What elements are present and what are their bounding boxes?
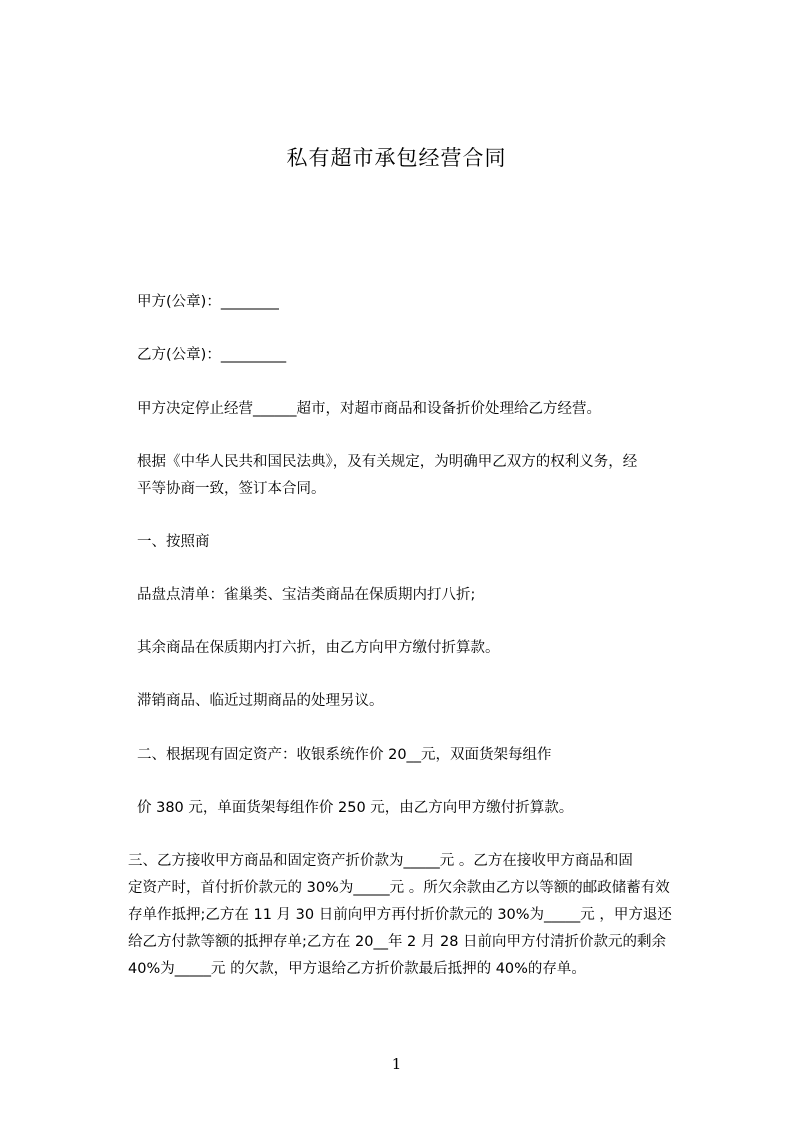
section2-line-2: 价 380 元，单面货架每组作价 250 元，由乙方向甲方缴付折算款。 — [137, 800, 574, 816]
party-a-line: 甲方(公章)：________ — [137, 294, 279, 310]
section1-heading: 一、按照商 — [137, 534, 210, 550]
section1-line-3: 滞销商品、临近过期商品的处理另议。 — [137, 693, 384, 709]
page-number: 1 — [391, 1055, 402, 1073]
section3-paragraph: 三、乙方接收甲方商品和固定资产折价款为_____元 。乙方在接收甲方商品和固 定资产时，首付折价款元的 30%为_____元 。所欠余款由乙方以等额的邮政储蓄有效 存单作抵押;乙方在 11 月 30 日前向甲方再付折价款元的 30%为_____元 ，甲方退还 给乙方付款等额的抵押存单;乙方在 20__年 2 月 28 日前向甲方付清折价款元的剩余 40%为_____元 的欠款，甲方退给乙方折价款最后抵押的 40%的存单。 — [128, 853, 672, 977]
basis-paragraph: 根据《中华人民共和国民法典》，及有关规定，为明确甲乙双方的权利义务，经 平等协商一致，签订本合同。 — [137, 454, 638, 497]
intro-paragraph: 甲方决定停止经营______超市，对超市商品和设备折价处理给乙方经营。 — [137, 401, 601, 417]
party-b-line: 乙方(公章)：_________ — [137, 347, 287, 363]
section1-line-1: 品盘点清单：雀巢类、宝洁类商品在保质期内打八折; — [137, 587, 476, 603]
section2-line-1: 二、根据现有固定资产：收银系统作价 20__元，双面货架每组作 — [137, 747, 552, 763]
section1-line-2: 其余商品在保质期内打六折，由乙方向甲方缴付折算款。 — [137, 640, 500, 656]
contract-title: 私有超市承包经营合同 — [286, 146, 507, 170]
